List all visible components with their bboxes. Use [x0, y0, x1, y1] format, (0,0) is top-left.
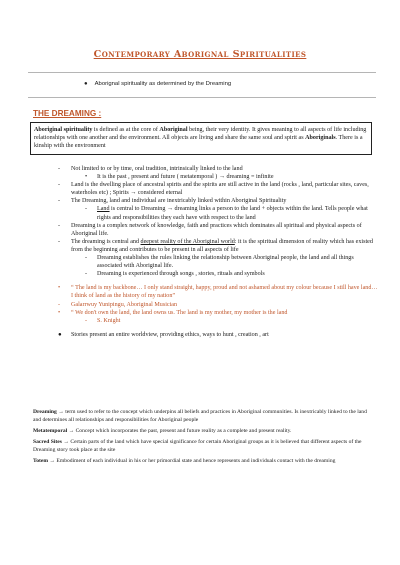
list-item-text: Dreaming is a complex network of knowledge, faith and practices which dominates all spiritual and physical aspects of Aboriginal life.	[71, 222, 362, 237]
glossary-text: → Certain parts of the land which have special significance for certain Aboriginal groups as it is believed that different aspects of the Dreaming story took place at the site	[33, 438, 362, 453]
bullet-icon: ●	[84, 81, 88, 87]
bullet-marker: -	[58, 238, 61, 245]
list-item	[58, 331, 378, 339]
list-item	[58, 301, 378, 309]
definition-term: Aboriginal spirituality	[34, 127, 93, 133]
list-item-text: Land is the dwelling place of ancestral spirits and the spirits are still active in the land (rocks , land, particular sites, caves, waterholes etc) ; Spirits → considered eternal	[71, 182, 369, 197]
list-item-text: Dreaming is experienced through songs , stories, rituals and symbols	[97, 271, 265, 278]
glossary-entry	[33, 409, 371, 425]
section-heading: THE DREAMING :	[33, 109, 102, 118]
glossary-text: → Concept which incorporates the past, present and future reality as a complete and present reality.	[67, 427, 292, 434]
list-item-underlined: Land	[97, 206, 110, 213]
glossary-term: Totem	[33, 457, 49, 464]
definition-term: Aboriginal	[159, 127, 188, 133]
list-item-text: is central to Dreaming → dreaming links a person to the land + objects within the land. Tells people what rights and responsibilities they each have with respect to the land	[97, 206, 368, 221]
list-item	[58, 197, 378, 205]
definition-text: . There is a kinship with the environment	[34, 135, 363, 150]
bullet-marker: -	[85, 317, 88, 324]
list-item	[58, 165, 378, 173]
list-item	[85, 254, 378, 270]
list-item-text: The Dreaming, land and individual are inextricably linked within Aboriginal Spirituality	[71, 198, 287, 205]
subtitle	[84, 81, 231, 87]
list-item-text: It is the past , present and future ( metatemporal ) → dreaming = infinite	[97, 174, 274, 181]
bullet-list	[58, 165, 378, 339]
bullet-marker: -	[85, 255, 88, 262]
list-item-text: Stories present an entire worldview, providing ethics, ways to hunt , creation , art	[71, 331, 269, 338]
bullet-marker: -	[58, 166, 61, 172]
list-item	[58, 284, 378, 300]
glossary-text: → term used to refer to the concept which underpins all beliefs and practices in Aboriginal communities. Is inextricably linked to the land and determines all relationships and responsibilities for Aboriginal people	[33, 409, 367, 423]
list-item	[58, 309, 378, 317]
bullet-marker: •	[58, 309, 61, 316]
glossary-term: Sacred Sites	[33, 438, 62, 445]
bullet-marker: -	[58, 301, 61, 308]
bullet-marker: -	[58, 198, 61, 205]
list-item-text: The dreaming is central and	[71, 238, 141, 245]
page-title: Contemporary Aborignal Spiritualities	[93, 49, 307, 60]
bullet-marker: •	[85, 174, 88, 181]
list-item-text: Dreaming establishes the rules linking the relationship between Aboriginal people, the land and all things associated with Aboriginal life.	[97, 255, 354, 270]
list-item-text: “ The land is my backbone… I only stand straight, happy, proud and not ashamed about my colour because I still have land… I think of land as the history of my nation”	[71, 285, 378, 300]
list-item-text: “ We don't own the land, the land owns us. The land is my mother, my mother is the land	[71, 309, 288, 316]
subtitle-text: Aborignal spirituality as determined by the Dreaming	[94, 81, 232, 87]
glossary-term: Dreaming	[33, 409, 57, 415]
list-item-text: : it is the spiritual dimension of reality which has existed from the beginning and contributes to be present in all aspects of life	[71, 238, 373, 253]
bullet-marker: -	[85, 206, 88, 213]
bullet-marker: -	[85, 271, 88, 278]
list-item-text: Galarrwuy Yunipingu, Aboriginal Musician	[71, 301, 178, 308]
list-item	[58, 238, 378, 254]
glossary	[33, 409, 371, 468]
definition-term: Aboriginals	[305, 135, 336, 142]
glossary-entry	[33, 439, 371, 455]
bullet-marker: -	[58, 222, 61, 229]
list-item	[85, 205, 378, 221]
definition-text: is defined as at the core of	[92, 127, 160, 133]
bullet-marker: •	[58, 285, 61, 292]
definition-box	[30, 122, 372, 155]
list-item	[85, 173, 378, 181]
list-item	[85, 317, 378, 325]
list-item	[58, 181, 378, 197]
bullet-marker: ●	[58, 331, 62, 338]
glossary-entry	[33, 458, 371, 466]
list-item-underlined: deepest reality of the Aboriginal world	[140, 238, 235, 245]
definition-text: being, their very identity. It gives meaning to all aspects of life including relationships with one another and the environment. All objects are living and share the same soul and spirit as	[34, 127, 367, 142]
glossary-text: → Embodiment of each individual in his or her primordial state and hence represents and individuals contact with the dreaming	[48, 457, 336, 464]
list-item-text: Not limited to or by time, oral tradition, intrinsically linked to the land	[71, 166, 243, 172]
glossary-entry	[33, 428, 371, 436]
glossary-term: Metatemporal	[33, 427, 68, 434]
list-item	[85, 270, 378, 278]
list-item	[58, 222, 378, 238]
divider-top	[28, 72, 376, 73]
bullet-marker: -	[58, 182, 61, 189]
list-item-text: S. Knight	[97, 317, 121, 324]
divider-bottom	[28, 97, 376, 98]
